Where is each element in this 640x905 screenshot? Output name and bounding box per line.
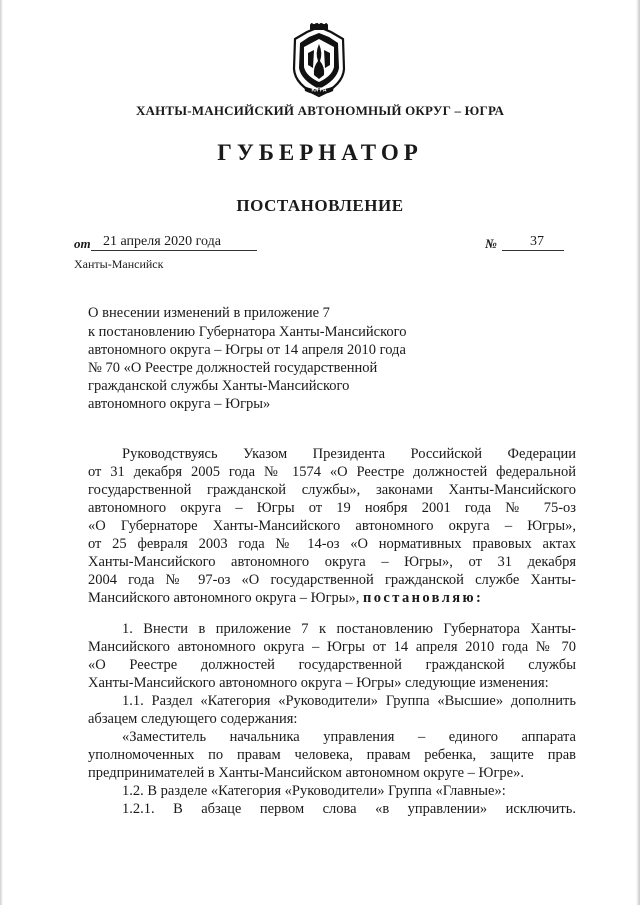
number-prefix: № <box>485 236 497 251</box>
title-line: автономного округа – Югры от 14 апреля 2010 года <box>88 342 406 358</box>
body-line: государственной гражданской службы», законами Ханты-Мансийского <box>88 482 576 498</box>
title-line: гражданской службы Ханты-Мансийского <box>88 378 350 394</box>
date-prefix: от <box>74 236 91 251</box>
body-line: абзацем следующего содержания: <box>88 711 298 727</box>
body-line: Руководствуясь Указом Президента Российской Федерации <box>122 446 576 462</box>
document-number: 37 <box>502 233 564 251</box>
body-line-text: Мансийского автономного округа – Югры», <box>88 590 360 606</box>
decree-word: постановляю: <box>363 590 484 606</box>
body-line: «О Губернаторе Ханты-Мансийского автономного округа – Югры», <box>88 518 576 534</box>
emblem-ribbon-text: ЮГРА <box>311 87 327 94</box>
body-line: от 25 февраля 2003 года № 14-оз «О нормативных правовых актах <box>88 536 576 552</box>
body-line: «О Реестре должностей государственной гражданской службы <box>88 657 576 673</box>
document-date: 21 апреля 2020 года <box>91 233 257 251</box>
governor-heading: ГУБЕРНАТОР <box>217 140 423 165</box>
body-line: автономного округа – Югры от 19 ноября 2001 года № 75-оз <box>88 500 576 516</box>
title-line: № 70 «О Реестре должностей государственной <box>88 360 378 376</box>
body-line: уполномоченных по правам человека, правам ребенка, защите прав <box>88 747 576 763</box>
region-heading: ХАНТЫ-МАНСИЙСКИЙ АВТОНОМНЫЙ ОКРУГ – ЮГРА <box>135 103 505 118</box>
body-line: 2004 года № 97-оз «О государственной гражданской службе Ханты- <box>88 572 576 588</box>
coat-of-arms-icon <box>287 23 351 99</box>
title-line: автономного округа – Югры» <box>88 396 271 412</box>
body-line: Ханты-Мансийского автономного округа – Югры», от 31 декабря <box>88 554 576 570</box>
body-line: Мансийского автономного округа – Югры от 14 апреля 2010 года № 70 <box>88 639 576 655</box>
body-line: 1.1. Раздел «Категория «Руководители» Группа «Высшие» дополнить <box>122 693 576 709</box>
scan-edge-right <box>636 0 640 905</box>
body-line: от 31 декабря 2005 года № 1574 «О Реестре должностей федеральной <box>88 464 576 480</box>
body-line: Ханты-Мансийского автономного округа – Югры» следующие изменения: <box>88 675 549 691</box>
body-line: 1.2. В разделе «Категория «Руководители» Группа «Главные»: <box>122 783 506 799</box>
body-line: предпринимателей в Ханты-Мансийском автономном округе – Югре». <box>88 765 524 781</box>
title-line: О внесении изменений в приложение 7 <box>88 305 330 321</box>
document-type-heading: ПОСТАНОВЛЕНИЕ <box>236 196 404 215</box>
body-line: 1.2.1. В абзаце первом слова «в управлении» исключить. <box>122 801 576 817</box>
place-of-issue: Ханты-Мансийск <box>74 257 164 271</box>
body-line <box>88 590 576 607</box>
body-line: 1. Внести в приложение 7 к постановлению Губернатора Ханты- <box>122 621 576 637</box>
scan-edge-left <box>0 0 3 905</box>
body-line: «Заместитель начальника управления – единого аппарата <box>122 729 576 745</box>
title-line: к постановлению Губернатора Ханты-Мансийского <box>88 324 407 340</box>
